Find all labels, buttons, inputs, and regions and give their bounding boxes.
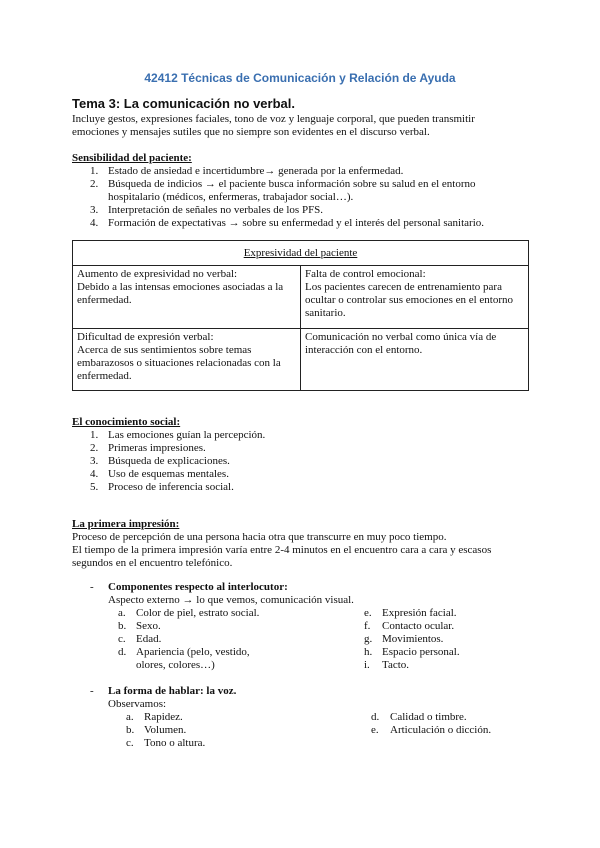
list-item: Estado de ansiedad e incertidumbre→ generada por la enfermedad.: [108, 165, 404, 177]
list-letter: d.: [371, 711, 380, 723]
list-letter: a.: [126, 711, 134, 723]
voz-subtitle: Observamos:: [108, 698, 167, 710]
list-item: Edad.: [136, 633, 162, 645]
list-item: hospitalario (médicos, enfermeras, trabajador social…).: [108, 191, 354, 203]
list-item: Las emociones guían la percepción.: [108, 429, 266, 441]
list-letter: b.: [118, 620, 127, 632]
list-letter: f.: [364, 620, 371, 632]
list-item: Rapidez.: [144, 711, 183, 723]
list-letter: e.: [364, 607, 372, 619]
list-item: Contacto ocular.: [382, 620, 455, 632]
list-item: Tacto.: [382, 659, 410, 671]
expresividad-table: [72, 240, 529, 391]
list-number: 5.: [90, 481, 99, 493]
voz-heading: La forma de hablar: la voz.: [108, 685, 237, 697]
list-letter: d.: [118, 646, 127, 658]
list-number: 2.: [90, 178, 99, 190]
list-item: Tono o altura.: [144, 737, 206, 749]
table-cell: [301, 266, 529, 329]
list-letter: c.: [118, 633, 126, 645]
cell-title: Comunicación no verbal como única vía de interacción con el entorno.: [305, 331, 497, 356]
tema-intro-line-2: emociones y mensajes sutiles que no siempre son evidentes en el discurso verbal.: [72, 126, 430, 138]
list-item: Expresión facial.: [382, 607, 457, 619]
list-item: Búsqueda de indicios → el paciente busca información sobre su salud en el entorno: [108, 178, 476, 190]
tema-title: Tema 3: La comunicación no verbal.: [72, 96, 295, 111]
list-number: 1.: [90, 429, 99, 441]
list-letter: c.: [126, 737, 134, 749]
componentes-heading: Componentes respecto al interlocutor:: [108, 581, 288, 593]
cell-body: Acerca de sus sentimientos sobre temas embarazosos o situaciones relacionadas con la enfermedad.: [77, 344, 281, 382]
course-title: 42412 Técnicas de Comunicación y Relación de Ayuda: [144, 71, 456, 85]
componentes-dash: -: [90, 581, 94, 593]
list-letter: a.: [118, 607, 126, 619]
list-letter: e.: [371, 724, 379, 736]
conocimiento-heading: El conocimiento social:: [72, 416, 181, 428]
list-letter: h.: [364, 646, 373, 658]
table-cell: [73, 329, 301, 391]
list-item: Articulación o dicción.: [390, 724, 492, 736]
list-number: 1.: [90, 165, 99, 177]
list-item: Sexo.: [136, 620, 161, 632]
tema-intro-line-1: Incluye gestos, expresiones faciales, tono de voz y lenguaje corporal, que pueden transmitir: [72, 113, 475, 125]
list-item: Interpretación de señales no verbales de los PFS.: [108, 204, 324, 216]
list-item: Uso de esquemas mentales.: [108, 468, 229, 480]
table-cell: [301, 329, 529, 391]
primera-line-2: El tiempo de la primera impresión varía entre 2-4 minutos en el encuentro cara a cara y escasos: [72, 544, 492, 556]
list-item: Proceso de inferencia social.: [108, 481, 234, 493]
cell-title: Falta de control emocional:: [305, 268, 426, 280]
list-number: 3.: [90, 455, 99, 467]
primera-heading: La primera impresión:: [72, 518, 180, 530]
list-letter: i.: [364, 659, 370, 671]
list-number: 4.: [90, 217, 99, 229]
cell-title: Aumento de expresividad no verbal:: [77, 268, 238, 280]
componentes-subtitle: Aspecto externo → lo que vemos, comunicación visual.: [108, 594, 354, 606]
cell-title: Dificultad de expresión verbal:: [77, 331, 214, 343]
list-item: Apariencia (pelo, vestido,: [136, 646, 250, 658]
list-item: Movimientos.: [382, 633, 444, 645]
list-letter: b.: [126, 724, 135, 736]
list-item: Color de piel, estrato social.: [136, 607, 260, 619]
cell-body: Los pacientes carecen de entrenamiento para ocultar o controlar sus emociones en el entorno sanitario.: [305, 281, 514, 319]
table-cell: [73, 266, 301, 329]
table-heading-text: Expresividad del paciente: [243, 246, 358, 259]
list-item: Primeras impresiones.: [108, 442, 206, 454]
sensibilidad-heading: Sensibilidad del paciente:: [72, 152, 192, 164]
voz-dash: -: [90, 685, 94, 697]
table-heading: [73, 241, 529, 266]
list-item: Volumen.: [144, 724, 187, 736]
list-letter: g.: [364, 633, 373, 645]
cell-body: Debido a las intensas emociones asociadas a la enfermedad.: [77, 281, 284, 306]
primera-line-1: Proceso de percepción de una persona hacia otra que transcurre en muy poco tiempo.: [72, 531, 447, 543]
list-item: Espacio personal.: [382, 646, 460, 658]
list-number: 2.: [90, 442, 99, 454]
list-item: Formación de expectativas → sobre su enfermedad y el interés del personal sanitario.: [108, 217, 485, 229]
list-number: 4.: [90, 468, 99, 480]
list-number: 3.: [90, 204, 99, 216]
list-item: Calidad o timbre.: [390, 711, 467, 723]
primera-line-3: segundos en el encuentro telefónico.: [72, 557, 233, 569]
list-item: olores, colores…): [136, 659, 215, 671]
list-item: Búsqueda de explicaciones.: [108, 455, 230, 467]
